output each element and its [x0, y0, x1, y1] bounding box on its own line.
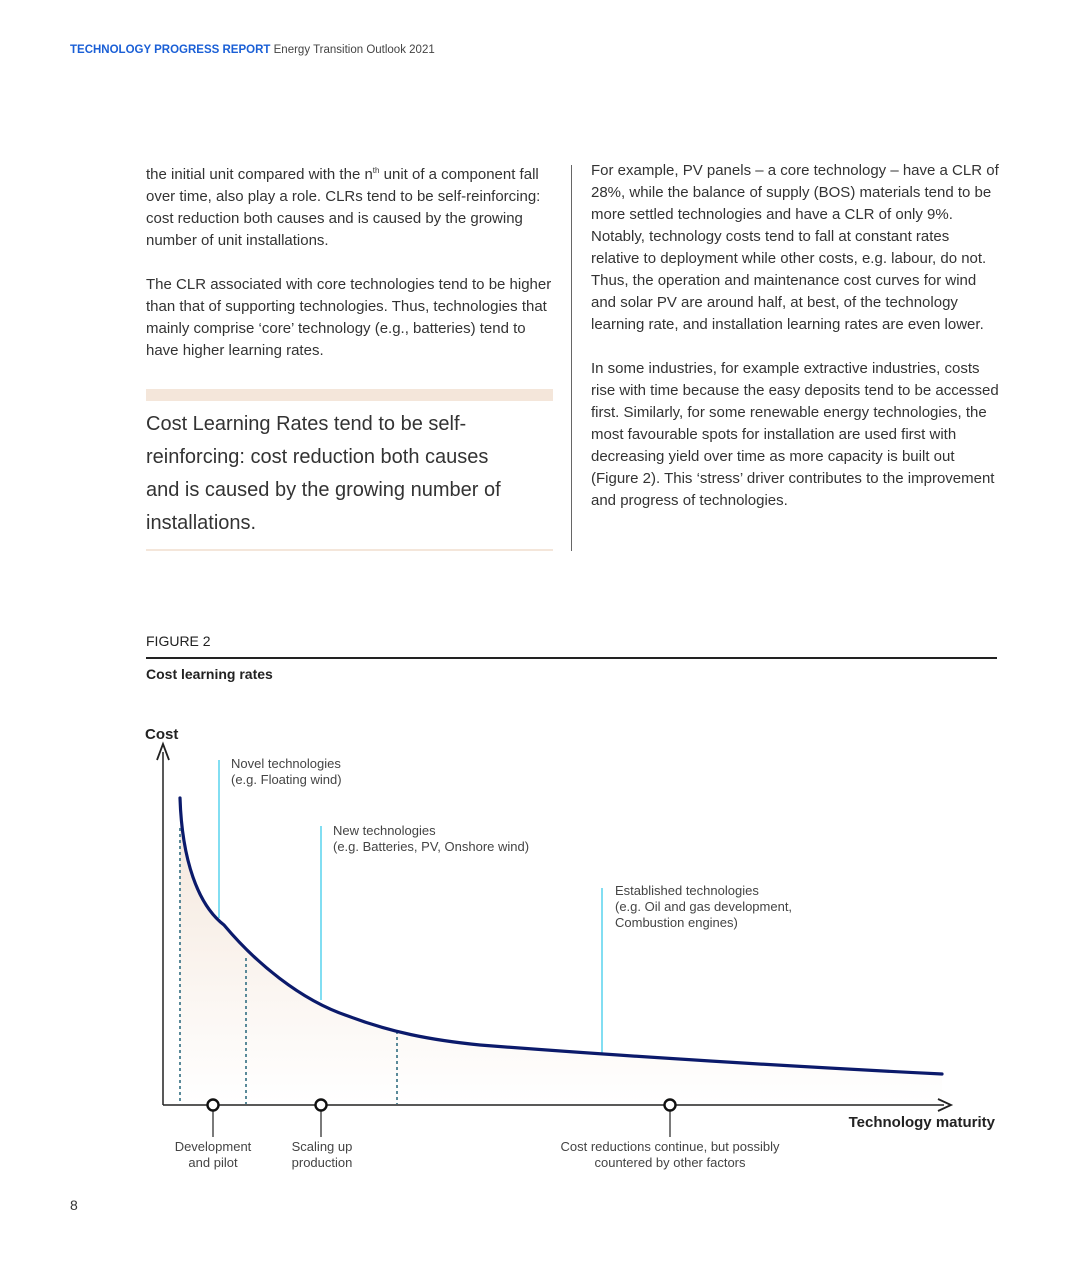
left-paragraph-2: The CLR associated with core technologies tend to be higher than that of supporting technologies. Thus, technologies that mainly comprise ‘core’ technology (e.g., batteries) tend to have higher learning rates. — [146, 276, 552, 359]
annotation-new-line-2: (e.g. Batteries, PV, Onshore wind) — [333, 839, 530, 854]
annotation-novel-line-1: Novel technologies — [231, 756, 341, 771]
annotation-established — [615, 883, 792, 930]
stage-scaling — [292, 1100, 353, 1171]
right-paragraph-1: For example, PV panels – a core technology – have a CLR of 28%, while the balance of supply (BOS) materials tend to be more settled technologies and have a CLR of only 9%. Notably, technology costs tend to fall at constant rates relative to deployment while other costs, e.g. labour, do not. Thus, the operation and maintenance cost curves for wind and solar PV are around half, at best, of the technology learning rate, and installation learning rates are even lower. — [591, 162, 999, 333]
stage-cost-reductions-line-2: countered by other factors — [594, 1155, 746, 1170]
stage-cost-reductions-marker — [665, 1100, 676, 1111]
left-paragraph-1: the initial unit compared with the $n^{th}$ unit of a component fall over time, also play a role. CLRs tend to be self-reinforcing: cost reduction both causes and is caused by the growing number of unit installations. — [146, 166, 541, 249]
stage-scaling-marker — [316, 1100, 327, 1111]
pullquote: Cost Learning Rates tend to be self-reinforcing: cost reduction both causes and is caused by the growing number of installations. — [146, 413, 501, 534]
annotation-novel-line-2: (e.g. Floating wind) — [231, 772, 342, 787]
stage-development-line-2: and pilot — [188, 1155, 238, 1170]
x-axis-label: Technology maturity — [848, 1114, 995, 1131]
figure-label: FIGURE 2 — [146, 633, 211, 649]
stage-scaling-line-1: Scaling up — [291, 1139, 353, 1154]
header-subtitle: Energy Transition Outlook 2021 — [273, 44, 435, 56]
superscript-th: th — [372, 166, 380, 175]
annotation-new — [333, 823, 529, 854]
stage-scaling-line-2: production — [291, 1155, 353, 1170]
stage-development-marker — [208, 1100, 219, 1111]
y-axis-label: Cost — [145, 726, 179, 743]
figure-title: Cost learning rates — [146, 666, 273, 682]
annotation-established-line-3: Combustion engines) — [615, 915, 738, 930]
stage-development-line-1: Development — [174, 1139, 252, 1154]
page-number: 8 — [70, 1197, 78, 1213]
annotation-established-line-2: (e.g. Oil and gas development, — [615, 899, 793, 914]
stage-development — [175, 1100, 252, 1171]
stage-cost-reductions-line-1: Cost reductions continue, but possibly — [560, 1139, 780, 1154]
stage-cost-reductions — [561, 1100, 780, 1171]
header-brand: TECHNOLOGY PROGRESS REPORT — [70, 44, 271, 56]
annotation-established-line-1: Established technologies — [615, 883, 759, 898]
curve-area-fill — [180, 798, 942, 1104]
annotation-new-line-1: New technologies — [333, 823, 436, 838]
right-paragraph-2: In some industries, for example extractive industries, costs rise with time because the easy deposits tend to be accessed first. Similarly, for some renewable energy technologies, the most favourable spots for installation are used first with decreasing yield over time as more capacity is built out (Figure 2). This ‘stress’ driver contributes to the improvement and progress of technologies. — [591, 360, 999, 509]
annotation-novel — [231, 756, 342, 787]
